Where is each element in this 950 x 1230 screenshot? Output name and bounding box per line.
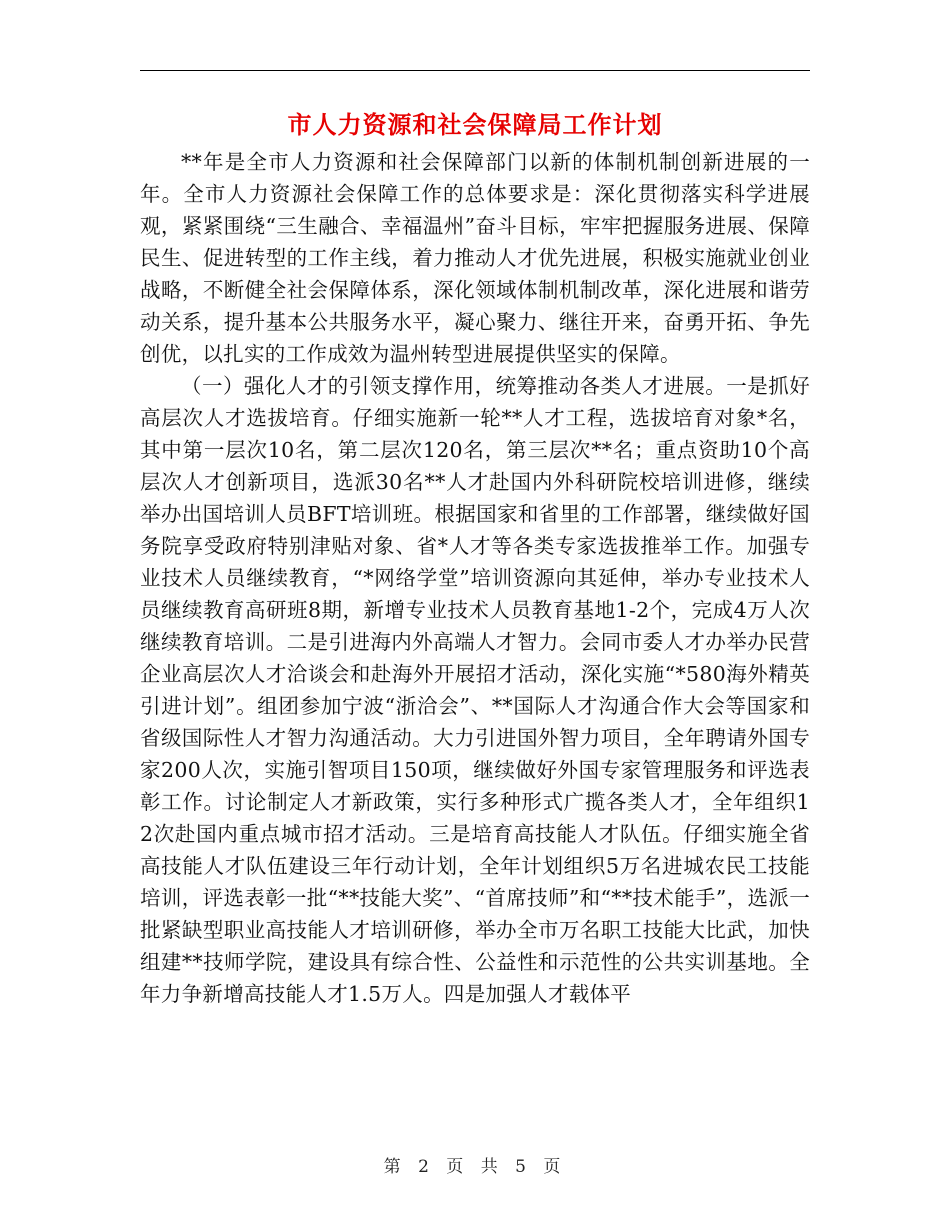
header-rule	[140, 70, 810, 71]
document-title: 市人力资源和社会保障局工作计划	[287, 110, 663, 139]
document-body	[140, 146, 810, 1010]
page-number: 第 2 页 共 5 页	[383, 1157, 567, 1177]
paragraph-talent: （一）强化人才的引领支撑作用，统筹推动各类人才进展。一是抓好高层次人才选拔培育。仔细实施新一轮**人才工程，选拔培育对象*名，其中第一层次10名，第二层次120名，第三层次**名；重点资助10个高层次人才创新项目，选派30名**人才赴国内外科研院校培训进修，继续举办出国培训人员BFT培训班。根据国家和省里的工作部署，继续做好国务院享受政府特别津贴对象、省*人才等各类专家选拔推举工作。加强专业技术人员继续教育，“*网络学堂”培训资源向其延伸，举办专业技术人员继续教育高研班8期，新增专业技术人员教育基地1-2个，完成4万人次继续教育培训。二是引进海内外高端人才智力。会同市委人才办举办民营企业高层次人才洽谈会和赴海外开展招才活动，深化实施“*580海外精英引进计划”。组团参加宁波“浙洽会”、**国际人才沟通合作大会等国家和省级国际性人才智力沟通活动。大力引进国外智力项目，全年聘请外国专家200人次，实施引智项目150项，继续做好外国专家管理服务和评选表彰工作。讨论制定人才新政策，实行多种形式广揽各类人才，全年组织12次赴国内重点城市招才活动。三是培育高技能人才队伍。仔细实施全省高技能人才队伍建设三年行动计划，全年计划组织5万名进城农民工技能培训，评选表彰一批“**技能大奖”、“首席技师”和“**技术能手”，选派一批紧缺型职业高技能人才培训研修，举办全市万名职工技能大比武，加快组建**技师学院，建设具有综合性、公益性和示范性的公共实训基地。全年力争新增高技能人才1.5万人。四是加强人才载体平	[140, 374, 810, 1006]
paragraph-intro: **年是全市人力资源和社会保障部门以新的体制机制创新进展的一年。全市人力资源社会保障工作的总体要求是：深化贯彻落实科学进展观，紧紧围绕“三生融合、幸福温州”奋斗目标，牢牢把握服务进展、保障民生、促进转型的工作主线，着力推动人才优先进展，积极实施就业创业战略，不断健全社会保障体系，深化领域体制机制改革，深化进展和谐劳动关系，提升基本公共服务水平，凝心聚力、继往开来，奋勇开拓、争先创优，以扎实的工作成效为温州转型进展提供坚实的保障。	[140, 150, 810, 366]
